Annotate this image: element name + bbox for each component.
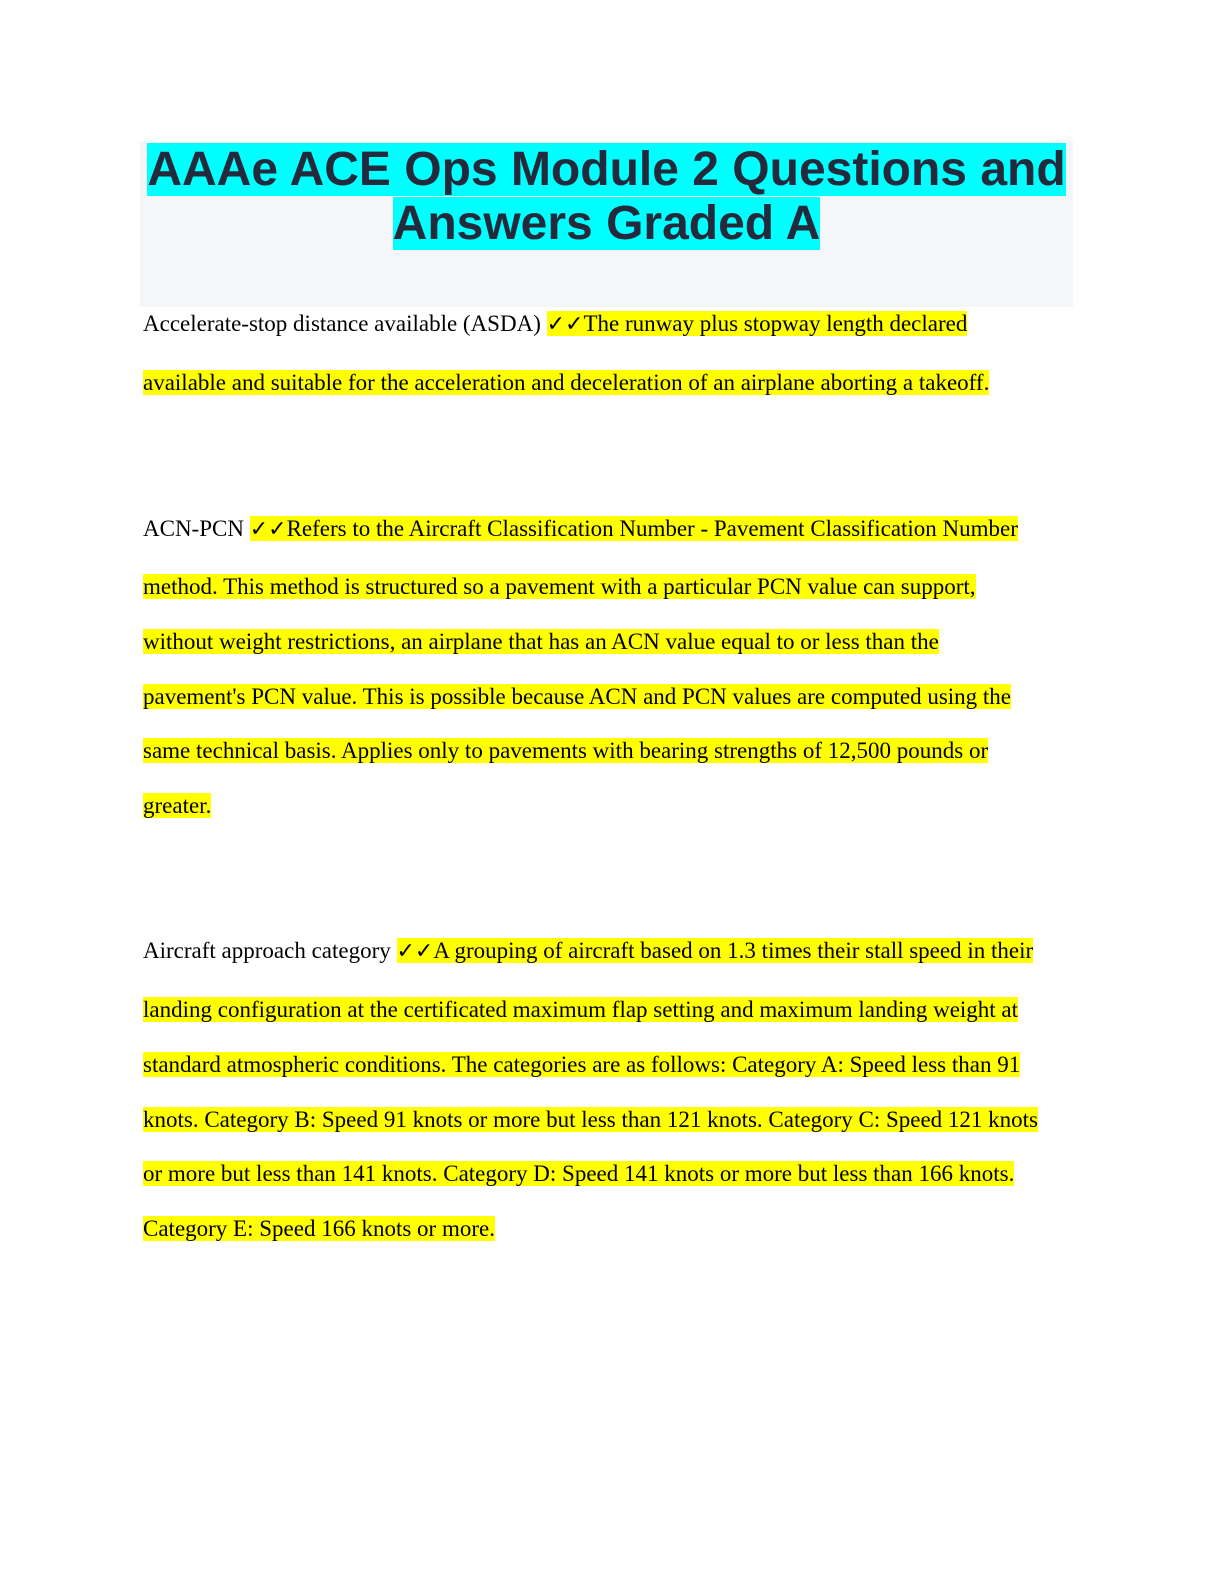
- definition-line: Refers to the Aircraft Classification Number - Pavement Classification Number: [286, 516, 1018, 541]
- definition-line: A grouping of aircraft based on 1.3 times their stall speed in their: [433, 938, 1034, 963]
- title-line-1: AAAe ACE Ops Module 2 Questions and: [147, 143, 1066, 196]
- title-block: [140, 141, 1073, 307]
- definition-line: Category E: Speed 166 knots or more.: [143, 1216, 495, 1241]
- definition-line: same technical basis. Applies only to pavements with bearing strengths of 12,500 pounds or: [143, 738, 989, 763]
- definition-line: available and suitable for the acceleration and deceleration of an airplane aborting a takeoff.: [143, 370, 990, 395]
- definition-line: standard atmospheric conditions. The categories are as follows: Category A: Speed less than 91: [143, 1052, 1021, 1077]
- definition-line: greater.: [143, 793, 212, 818]
- double-check-icon: ✓✓: [546, 312, 584, 337]
- title-line-2: Answers Graded A: [392, 197, 821, 250]
- double-check-icon: ✓✓: [396, 939, 434, 964]
- double-check-icon: ✓✓: [249, 517, 287, 542]
- definition-line: The runway plus stopway length declared: [583, 311, 968, 336]
- definition-line: knots. Category B: Speed 91 knots or more but less than 121 knots. Category C: Speed 121 knots: [143, 1107, 1039, 1132]
- definition-line: or more but less than 141 knots. Category D: Speed 141 knots or more but less than 166 knots.: [143, 1161, 1015, 1186]
- term-label: ACN-PCN: [143, 516, 250, 541]
- definition-line: landing configuration at the certificated maximum flap setting and maximum landing weight at: [143, 997, 1019, 1022]
- term-label: Accelerate-stop distance available (ASDA): [143, 311, 547, 336]
- definition-line: without weight restrictions, an airplane that has an ACN value equal to or less than the: [143, 629, 939, 654]
- page-title: [140, 141, 1073, 251]
- term-label: Aircraft approach category: [143, 938, 397, 963]
- definition-line: method. This method is structured so a pavement with a particular PCN value can support,: [143, 574, 976, 599]
- definition-line: pavement's PCN value. This is possible because ACN and PCN values are computed using the: [143, 684, 1012, 709]
